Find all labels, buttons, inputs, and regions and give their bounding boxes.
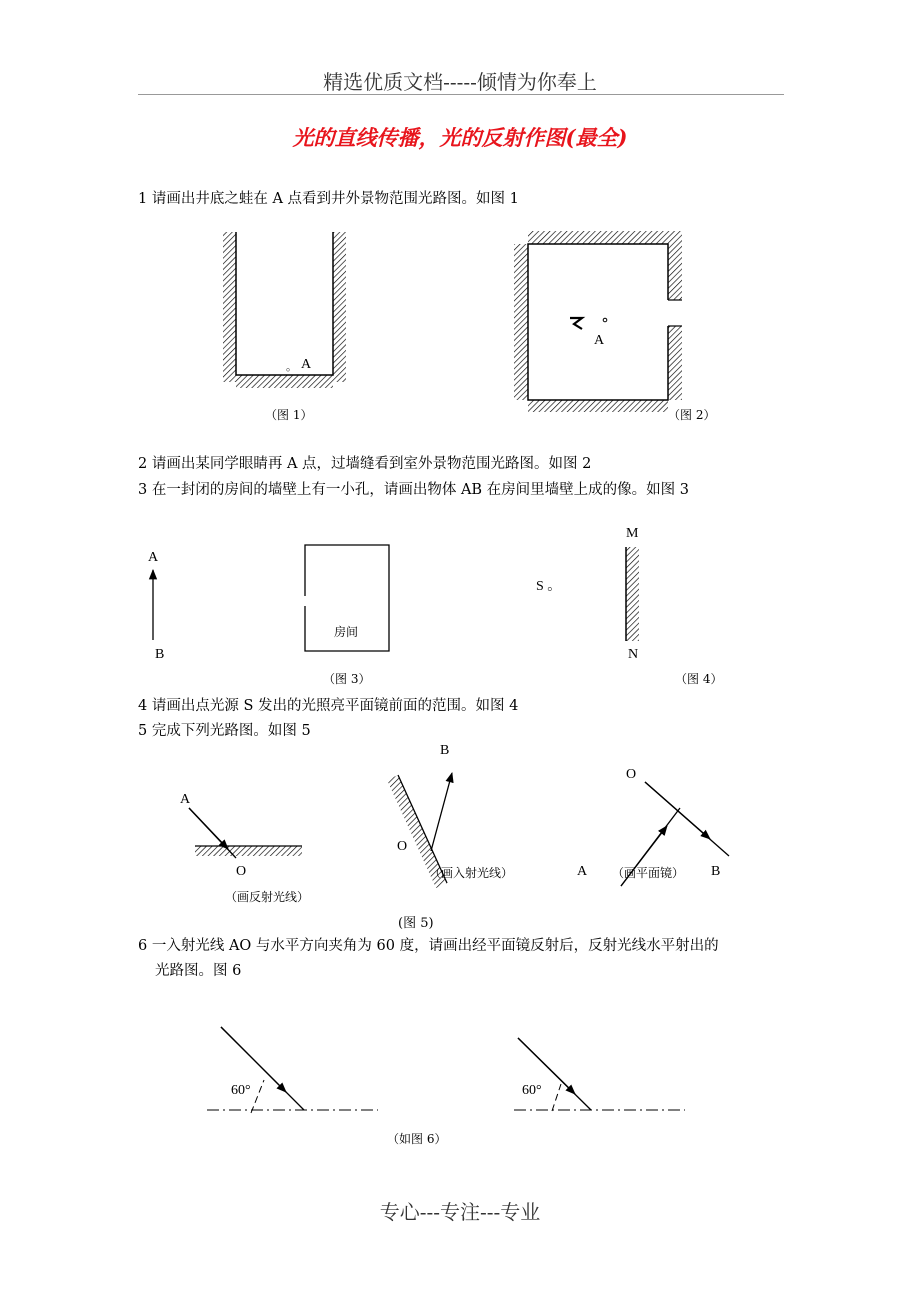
fig1-label-a: A — [301, 357, 312, 372]
fig5-right-label-a: A — [577, 864, 588, 879]
fig2-label-a: A — [594, 333, 605, 348]
fig2-caption: （图 2） — [668, 408, 716, 422]
question-6: 6 一入射光线 AO 与水平方向夹角为 60 度，请画出经平面镜反射后，反射光线水平射出的 — [138, 938, 719, 954]
figure-4-mirror — [626, 547, 639, 641]
figure-5-left — [189, 808, 302, 858]
fig3-label-b: B — [155, 647, 165, 662]
fig4-caption: （图 4） — [675, 672, 723, 686]
fig6-caption: （如图 6） — [387, 1132, 447, 1146]
fig1-dot: 。 — [286, 361, 297, 373]
figure-6-left — [207, 1027, 378, 1113]
fig5-right-label-b: B — [711, 864, 721, 879]
fig6-right-angle: 60° — [522, 1083, 542, 1098]
figure-1-well — [223, 232, 346, 388]
fig3-label-a: A — [148, 550, 159, 565]
fig5-middle-label-b: B — [440, 743, 450, 758]
fig3-room-label: 房间 — [334, 625, 359, 639]
question-3: 3 在一封闭的房间的墙壁上有一小孔，请画出物体 AB 在房间里墙壁上成的像。如图 3 — [138, 482, 690, 498]
fig5-middle-note: （画入射光线） — [429, 866, 514, 880]
fig5-right-note: （画平面镜） — [612, 866, 685, 880]
figure-2-room — [514, 231, 682, 412]
fig5-caption: (图 5) — [398, 916, 434, 931]
fig5-right-label-o: O — [626, 767, 637, 782]
question-6-continued: 光路图。图 6 — [155, 963, 242, 979]
fig5-left-label-a: A — [180, 792, 191, 807]
fig5-middle-label-o: O — [397, 839, 408, 854]
fig3-caption: （图 3） — [323, 672, 371, 686]
question-4: 4 请画出点光源 S 发出的光照亮平面镜前面的范围。如图 4 — [138, 698, 519, 714]
fig6-left-angle: 60° — [231, 1083, 251, 1098]
fig4-label-m: M — [626, 526, 639, 541]
question-1: 1 请画出井底之蛙在 A 点看到井外景物范围光路图。如图 1 — [138, 191, 519, 207]
question-2: 2 请画出某同学眼睛再 A 点，过墙缝看到室外景物范围光路图。如图 2 — [138, 456, 592, 472]
fig5-left-note: （画反射光线） — [225, 890, 310, 904]
fig1-caption: （图 1） — [265, 408, 313, 422]
figure-6-right — [514, 1038, 685, 1111]
document-title: 光的直线传播，光的反射作图(最全) — [292, 125, 628, 150]
question-5: 5 完成下列光路图。如图 5 — [138, 723, 311, 739]
fig4-label-n: N — [628, 647, 639, 662]
page-header: 精选优质文档-----倾情为你奉上 — [323, 70, 597, 94]
page-footer: 专心---专注---专业 — [379, 1200, 541, 1224]
fig4-source-s: S 。 — [536, 579, 562, 594]
fig5-left-label-o: O — [236, 864, 247, 879]
